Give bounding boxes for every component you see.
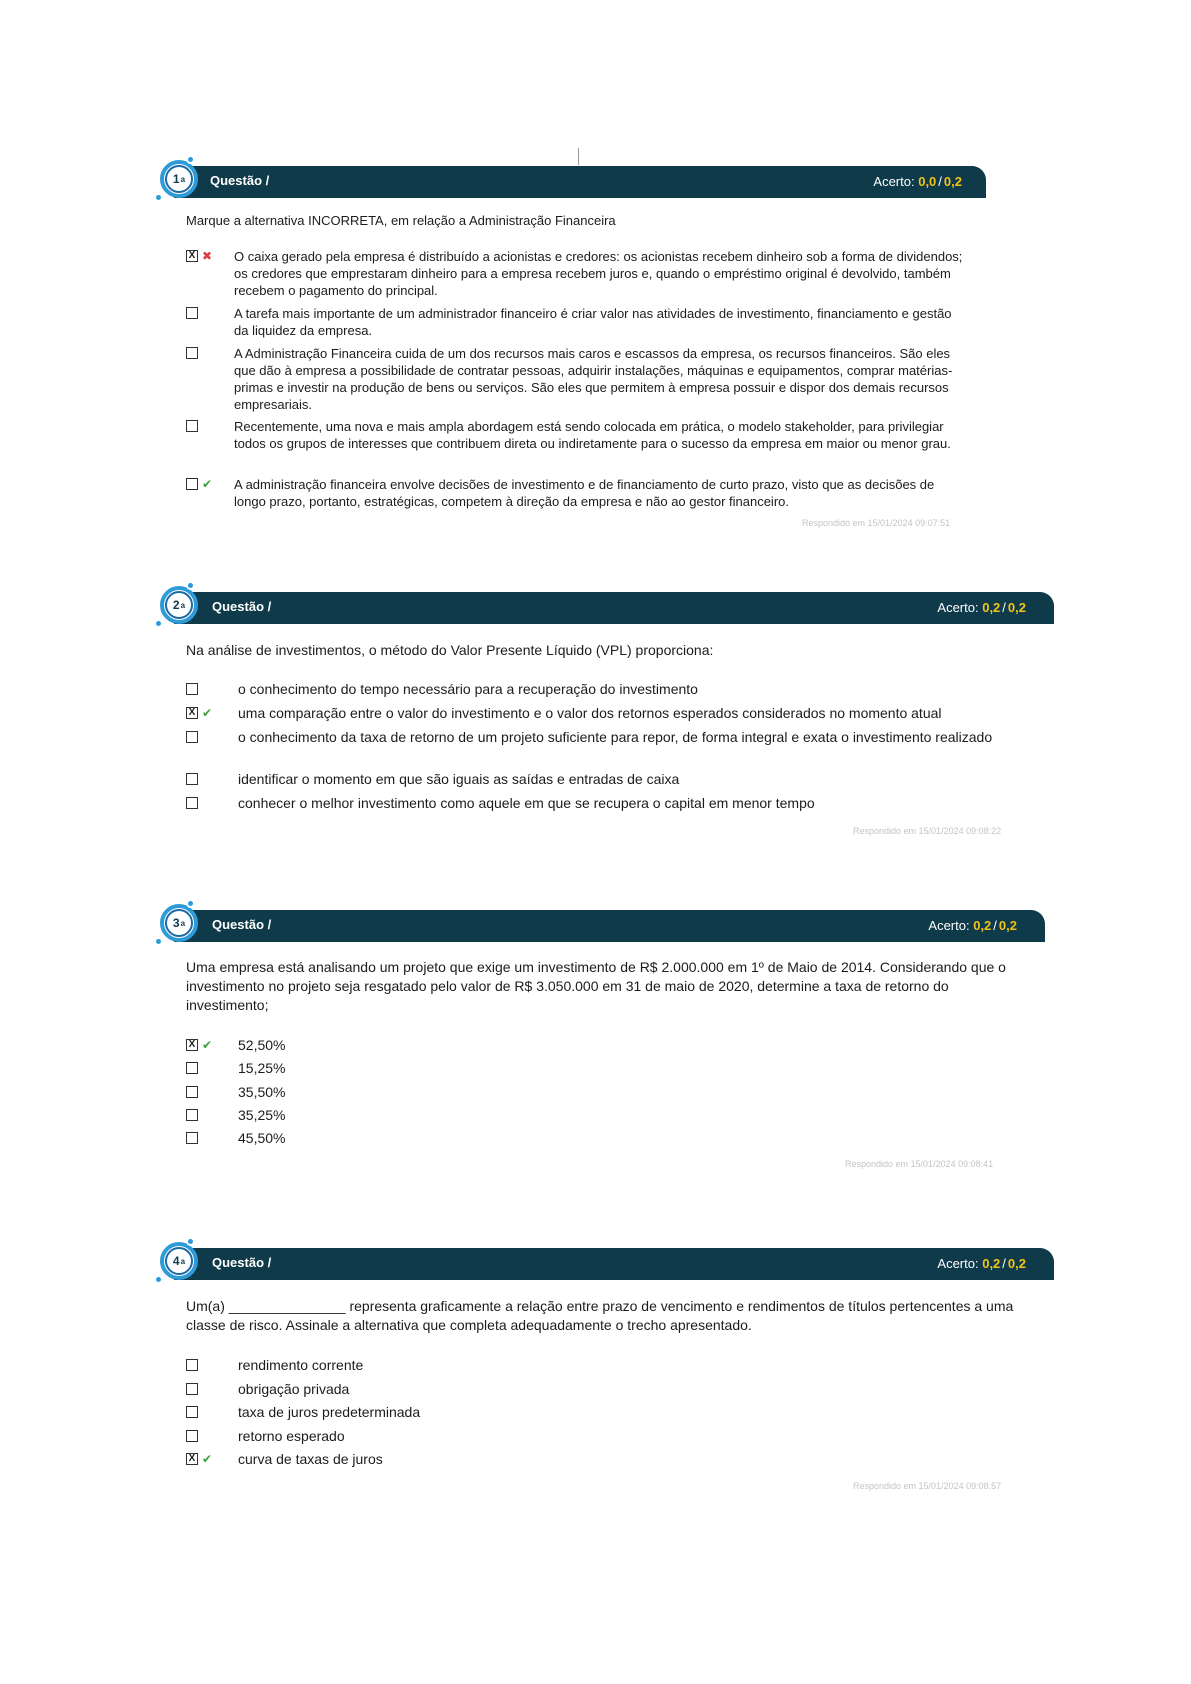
option-checkbox[interactable] [186,1062,198,1074]
option-text: obrigação privada [238,1381,350,1397]
score-obtained: 0,0 [918,174,937,189]
check-mark-icon: ✔ [202,477,213,491]
question-title: Questão / [212,1255,272,1270]
badge-number: 1 [172,172,180,186]
score-max: 0,2 [943,174,962,189]
score-slash: / [1002,1256,1006,1271]
acerto-label: Acerto: [937,1256,979,1271]
option-checkbox[interactable] [186,773,198,785]
option-text: 52,50% [238,1037,286,1053]
acerto-score [937,1256,1026,1271]
answered-timestamp: Respondido em 15/01/2024 09:08:22 [853,826,1002,836]
acerto-score [937,600,1026,615]
option-checkbox[interactable] [186,731,198,743]
option-checkbox[interactable] [186,347,198,359]
acerto-label: Acerto: [873,174,915,189]
option-text: taxa de juros predeterminada [238,1404,421,1420]
question-title: Questão / [210,173,270,188]
option-text: 35,25% [238,1107,286,1123]
option-text: o conhecimento da taxa de retorno de um projeto suficiente para repor, de forma integral e exata o investimento realizado [238,729,993,745]
option-text: curva de taxas de juros [238,1451,383,1467]
option-checkbox[interactable] [186,478,198,490]
acerto-label: Acerto: [928,918,970,933]
option-checkbox[interactable] [186,1132,198,1144]
badge-suffix: a [180,600,186,610]
page-divider [578,148,579,165]
badge-suffix: a [180,174,186,184]
option-checkbox[interactable] [186,420,198,432]
option-checkbox[interactable] [186,1359,198,1371]
score-slash: / [993,918,997,933]
option-checkbox[interactable]: X [186,1039,198,1051]
score-max: 0,2 [1007,600,1026,615]
option-text: o conhecimento do tempo necessário para a recuperação do investimento [238,681,698,697]
check-mark-icon: ✔ [202,1452,213,1466]
acerto-score [873,174,962,189]
option-text: rendimento corrente [238,1357,364,1373]
score-obtained: 0,2 [982,600,1001,615]
check-mark-icon: ✔ [202,1038,213,1052]
question-statement: Marque a alternativa INCORRETA, em relação a Administração Financeira [186,213,616,228]
score-slash: / [938,174,942,189]
acerto-label: Acerto: [937,600,979,615]
question-statement: Na análise de investimentos, o método do Valor Presente Líquido (VPL) proporciona: [186,642,714,658]
question-header [174,592,1054,624]
score-max: 0,2 [998,918,1017,933]
badge-number: 3 [172,916,180,930]
option-text: A tarefa mais importante de um administrador financeiro é criar valor nas atividades de investimento, financiamento e gestão da liquidez da empresa. [234,306,952,338]
option-checkbox[interactable]: X [186,250,198,262]
option-checkbox[interactable] [186,1383,198,1395]
option-checkbox[interactable] [186,1406,198,1418]
option-text: 15,25% [238,1060,286,1076]
score-obtained: 0,2 [982,1256,1001,1271]
wrong-mark-icon: ✖ [202,249,213,263]
question-title: Questão / [212,917,272,932]
score-slash: / [1002,600,1006,615]
question-statement: Um(a) _______________ representa graficamente a relação entre prazo de vencimento e rendimentos de títulos pertencentes a uma classe de risco. Assinale a alternativa que completa adequadamente o trecho apresentado. [186,1298,1014,1333]
answered-timestamp: Respondido em 15/01/2024 09:08:41 [845,1159,994,1169]
option-checkbox[interactable]: X [186,1453,198,1465]
option-text: retorno esperado [238,1428,345,1444]
score-obtained: 0,2 [973,918,992,933]
option-text: uma comparação entre o valor do investimento e o valor dos retornos esperados considerados no momento atual [238,705,942,721]
question-header [174,910,1045,942]
question-header [174,1248,1054,1280]
option-checkbox[interactable] [186,1109,198,1121]
answered-timestamp: Respondido em 15/01/2024 09:08:57 [853,1481,1002,1491]
question-statement: Uma empresa está analisando um projeto que exige um investimento de R$ 2.000.000 em 1º de Maio de 2014. Considerando que o investimento no projeto seja resgatado pelo valor de R$ 3.050.000 em 31 de maio de 2020, determine a taxa de retorno do investimento; [186,959,1006,1013]
option-text: 35,50% [238,1084,286,1100]
option-checkbox[interactable]: X [186,707,198,719]
option-text: O caixa gerado pela empresa é distribuído a acionistas e credores: os acionistas recebem dinheiro sob a forma de dividendos; os credores que emprestaram dinheiro para a empresa recebem juros e, quando o empréstimo original é devolvido, também recebem o pagamento do principal. [234,249,963,298]
option-checkbox[interactable] [186,1430,198,1442]
badge-suffix: a [180,1256,186,1266]
option-text: conhecer o melhor investimento como aquele em que se recupera o capital em menor tempo [238,795,815,811]
acerto-score [928,918,1017,933]
option-text: identificar o momento em que são iguais as saídas e entradas de caixa [238,771,680,787]
option-text: A Administração Financeira cuida de um dos recursos mais caros e escassos da empresa, os recursos financeiros. São eles que dão à empresa a possibilidade de contratar pessoas, adquirir instalações, máquinas e equipamentos, comprar matérias-primas e investir na produção de bens ou serviços. São eles que permitem à empresa possuir e dispor dos demais recursos empresariais. [234,346,953,412]
option-checkbox[interactable] [186,307,198,319]
check-mark-icon: ✔ [202,706,213,720]
score-max: 0,2 [1007,1256,1026,1271]
option-checkbox[interactable] [186,797,198,809]
badge-number: 2 [172,598,180,612]
option-checkbox[interactable] [186,683,198,695]
badge-number: 4 [172,1254,180,1268]
option-text: 45,50% [238,1130,286,1146]
question-header [174,166,986,198]
question-title: Questão / [212,599,272,614]
option-text: Recentemente, uma nova e mais ampla abordagem está sendo colocada em prática, o modelo stakeholder, para privilegiar todos os grupos de interesses que contribuem direta ou indiretamente para o sucesso da empresa em maior ou menor grau. [234,419,951,451]
option-text: A administração financeira envolve decisões de investimento e de financiamento de curto prazo, visto que as decisões de longo prazo, portanto, estratégicas, competem à direção da empresa e não ao gestor financeiro. [234,477,935,509]
answered-timestamp: Respondido em 15/01/2024 09:07:51 [802,518,951,528]
option-checkbox[interactable] [186,1086,198,1098]
badge-suffix: a [180,918,186,928]
